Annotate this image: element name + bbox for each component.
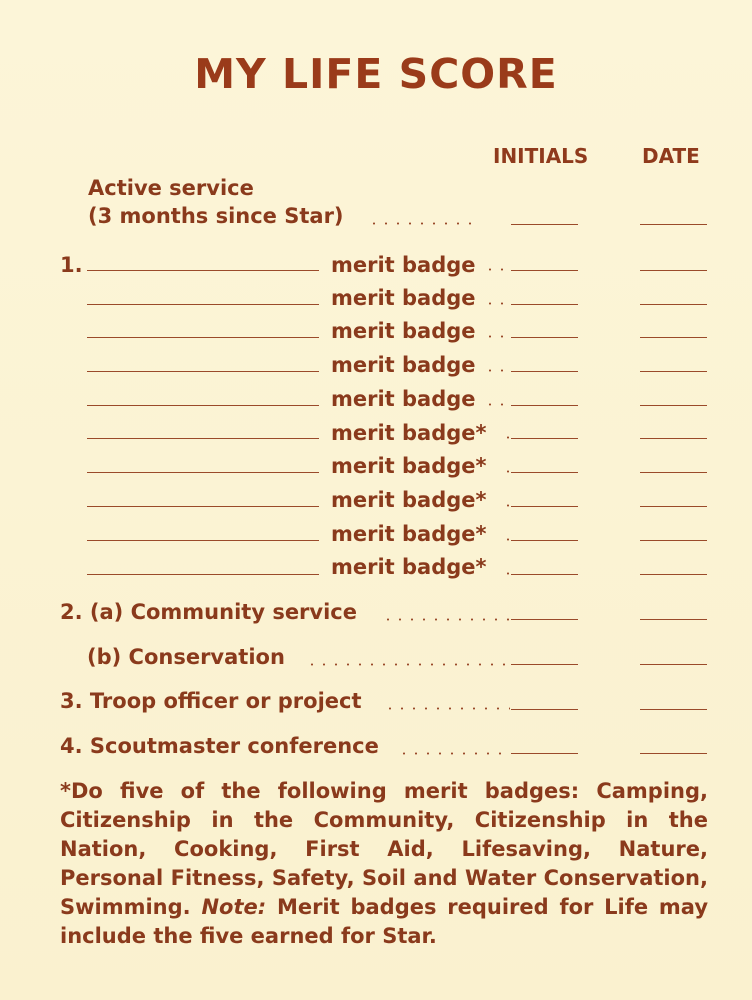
merit-badge-label: merit badge*: [331, 488, 487, 512]
initials-line[interactable]: [511, 224, 578, 225]
badge-name-line[interactable]: [87, 337, 319, 338]
leader-dots: [398, 752, 510, 755]
initials-line[interactable]: [511, 664, 578, 665]
date-line[interactable]: [640, 224, 707, 225]
badge-name-line[interactable]: [87, 574, 319, 575]
badge-name-line[interactable]: [87, 304, 319, 305]
leader-dots: [502, 504, 510, 507]
date-line[interactable]: [640, 337, 707, 338]
date-line[interactable]: [640, 371, 707, 372]
leader-dots: [384, 707, 510, 710]
initials-line[interactable]: [511, 753, 578, 754]
community-service-label: 2. (a) Community service: [60, 600, 357, 624]
section-number-1: 1.: [60, 253, 83, 277]
troop-officer-label: 3. Troop officer or project: [60, 689, 362, 713]
merit-badge-label: merit badge: [331, 387, 476, 411]
page-title: MY LIFE SCORE: [194, 50, 558, 98]
merit-badge-label: merit badge*: [331, 454, 487, 478]
badge-name-line[interactable]: [87, 270, 319, 271]
active-service-sublabel: (3 months since Star): [88, 204, 344, 228]
initials-line[interactable]: [511, 371, 578, 372]
date-line[interactable]: [640, 753, 707, 754]
initials-line[interactable]: [511, 574, 578, 575]
leader-dots: [502, 572, 510, 575]
leader-dots: [484, 268, 510, 271]
date-line[interactable]: [640, 574, 707, 575]
initials-line[interactable]: [511, 405, 578, 406]
initials-line[interactable]: [511, 438, 578, 439]
footnote: [60, 777, 708, 951]
initials-line[interactable]: [511, 472, 578, 473]
merit-badge-label: merit badge*: [331, 522, 487, 546]
date-line[interactable]: [640, 270, 707, 271]
initials-line[interactable]: [511, 304, 578, 305]
scoutmaster-conference-label: 4. Scoutmaster conference: [60, 734, 379, 758]
badge-name-line[interactable]: [87, 540, 319, 541]
merit-badge-label: merit badge: [331, 253, 476, 277]
merit-badge-label: merit badge: [331, 319, 476, 343]
date-line[interactable]: [640, 438, 707, 439]
date-line[interactable]: [640, 304, 707, 305]
leader-dots: [484, 302, 510, 305]
date-line[interactable]: [640, 506, 707, 507]
leader-dots: [306, 663, 510, 666]
merit-badge-label: merit badge*: [331, 555, 487, 579]
initials-line[interactable]: [511, 619, 578, 620]
conservation-label: (b) Conservation: [87, 645, 285, 669]
date-line[interactable]: [640, 664, 707, 665]
leader-dots: [382, 618, 510, 621]
merit-badge-label: merit badge: [331, 286, 476, 310]
leader-dots: [502, 436, 510, 439]
badge-name-line[interactable]: [87, 438, 319, 439]
leader-dots: [484, 369, 510, 372]
date-line[interactable]: [640, 619, 707, 620]
badge-name-line[interactable]: [87, 506, 319, 507]
active-service-label: Active service: [88, 176, 254, 200]
date-line[interactable]: [640, 472, 707, 473]
leader-dots: [502, 538, 510, 541]
badge-name-line[interactable]: [87, 371, 319, 372]
footnote-note-text: Merit badges required for Life may include the five earned for Star.: [60, 895, 709, 948]
merit-badge-label: merit badge*: [331, 421, 487, 445]
leader-dots: [368, 222, 476, 225]
initials-line[interactable]: [511, 540, 578, 541]
badge-name-line[interactable]: [87, 405, 319, 406]
initials-line[interactable]: [511, 337, 578, 338]
initials-line[interactable]: [511, 709, 578, 710]
date-line[interactable]: [640, 405, 707, 406]
leader-dots: [502, 470, 510, 473]
footnote-note-label: Note:: [201, 895, 267, 919]
initials-column-header: INITIALS: [493, 144, 589, 168]
date-line[interactable]: [640, 540, 707, 541]
leader-dots: [484, 335, 510, 338]
date-line[interactable]: [640, 709, 707, 710]
footnote-text: *Do five of the following merit badges: Camping, Citizenship in the Community, Citizenship in the Nation, Cooking, First Aid, Lifesaving, Nature, Personal Fitness, Safety, Soil and Water Conservation, Swimming.: [60, 779, 708, 919]
date-column-header: DATE: [642, 144, 700, 168]
merit-badge-label: merit badge: [331, 353, 476, 377]
initials-line[interactable]: [511, 270, 578, 271]
initials-line[interactable]: [511, 506, 578, 507]
badge-name-line[interactable]: [87, 472, 319, 473]
leader-dots: [484, 403, 510, 406]
